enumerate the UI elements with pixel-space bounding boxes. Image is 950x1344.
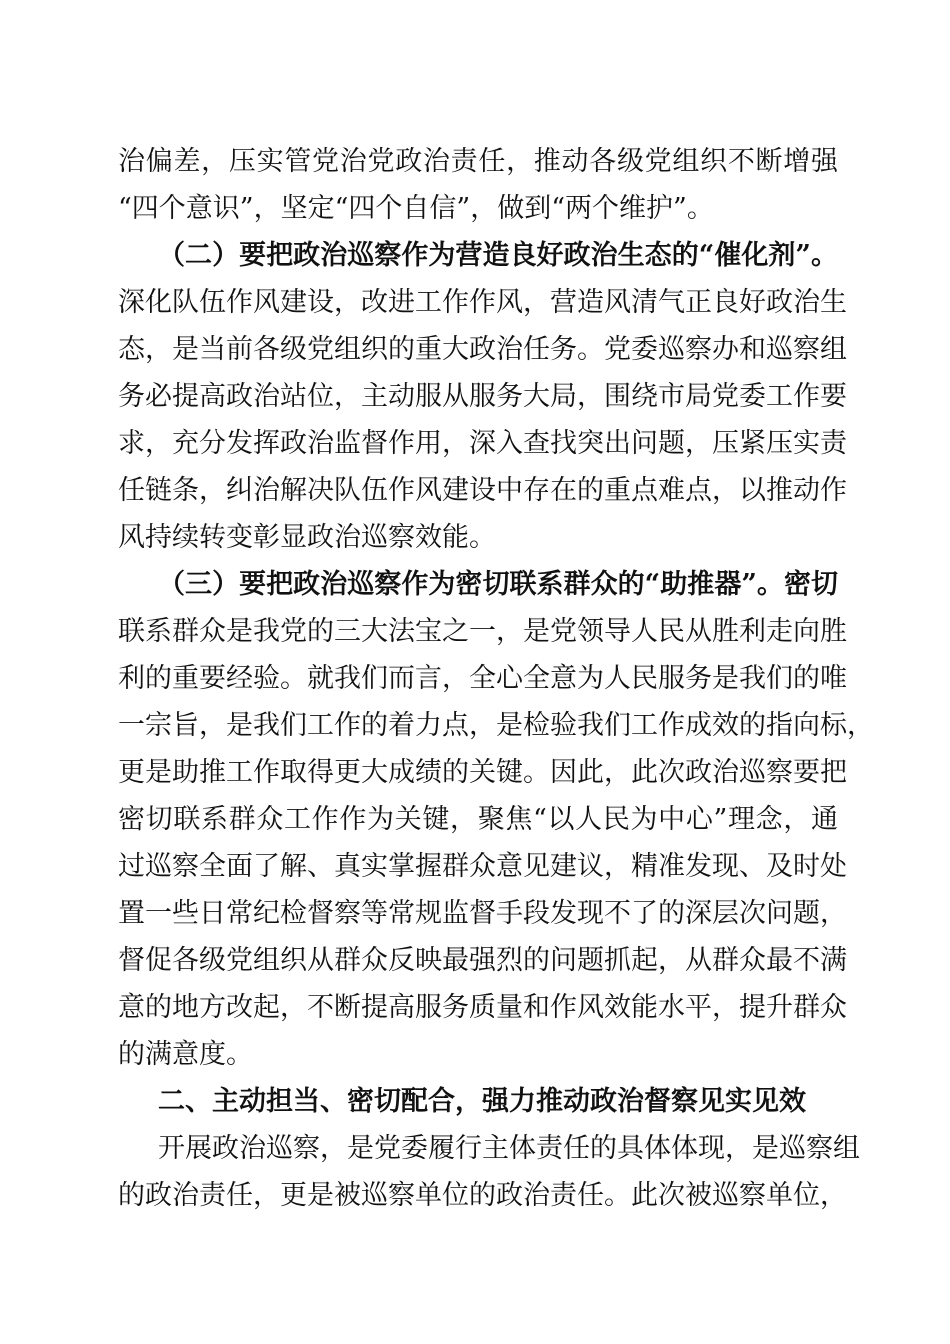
paragraph-line: 治偏差，压实管党治党政治责任，推动各级党组织不断增强	[118, 146, 838, 177]
paragraph-line: 密切联系群众工作作为关键，聚焦“以人民为中心”理念，通	[118, 804, 838, 835]
paragraph-line: 务必提高政治站位，主动服从服务大局，围绕市局党委工作要	[118, 381, 847, 412]
paragraph-line: 置一些日常纪检督察等常规监督手段发现不了的深层次问题，	[118, 898, 847, 929]
paragraph-line: 过巡察全面了解、真实掌握群众意见建议，精准发现、及时处	[118, 851, 847, 882]
paragraph-line: 深化队伍作风建设，改进工作作风，营造风清气正良好政治生	[118, 287, 847, 318]
paragraph-line: 更是助推工作取得更大成绩的关键。因此，此次政治巡察要把	[118, 757, 847, 788]
paragraph-line: 督促各级党组织从群众反映最强烈的问题抓起，从群众最不满	[118, 945, 847, 976]
paragraph-line: 意的地方改起，不断提高服务质量和作风效能水平，提升群众	[118, 992, 847, 1023]
paragraph-line: 联系群众是我党的三大法宝之一，是党领导人民从胜利走向胜	[118, 616, 847, 647]
paragraph-line: “四个意识”，坚定“四个自信”，做到“两个维护”。	[118, 193, 714, 224]
paragraph-line: 风持续转变彰显政治巡察效能。	[118, 522, 496, 553]
paragraph-line: 利的重要经验。就我们而言，全心全意为人民服务是我们的唯	[118, 663, 847, 694]
paragraph-line: 任链条，纠治解决队伍作风建设中存在的重点难点，以推动作	[118, 475, 847, 506]
section-heading: 二、主动担当、密切配合，强力推动政治督察见实见效	[158, 1086, 806, 1117]
paragraph-line: 开展政治巡察，是党委履行主体责任的具体体现，是巡察组	[158, 1133, 860, 1164]
paragraph-line: 一宗旨，是我们工作的着力点，是检验我们工作成效的指向标，	[118, 710, 874, 741]
subheading-3: （三）要把政治巡察作为密切联系群众的“助推器”。密切	[158, 569, 838, 600]
paragraph-line: 的政治责任，更是被巡察单位的政治责任。此次被巡察单位，	[118, 1180, 847, 1211]
paragraph-line: 求，充分发挥政治监督作用，深入查找突出问题，压紧压实责	[118, 428, 847, 459]
subheading-2: （二）要把政治巡察作为营造良好政治生态的“催化剂”。	[158, 240, 838, 271]
paragraph-line: 态，是当前各级党组织的重大政治任务。党委巡察办和巡察组	[118, 334, 847, 365]
paragraph-line: 的满意度。	[118, 1039, 253, 1070]
